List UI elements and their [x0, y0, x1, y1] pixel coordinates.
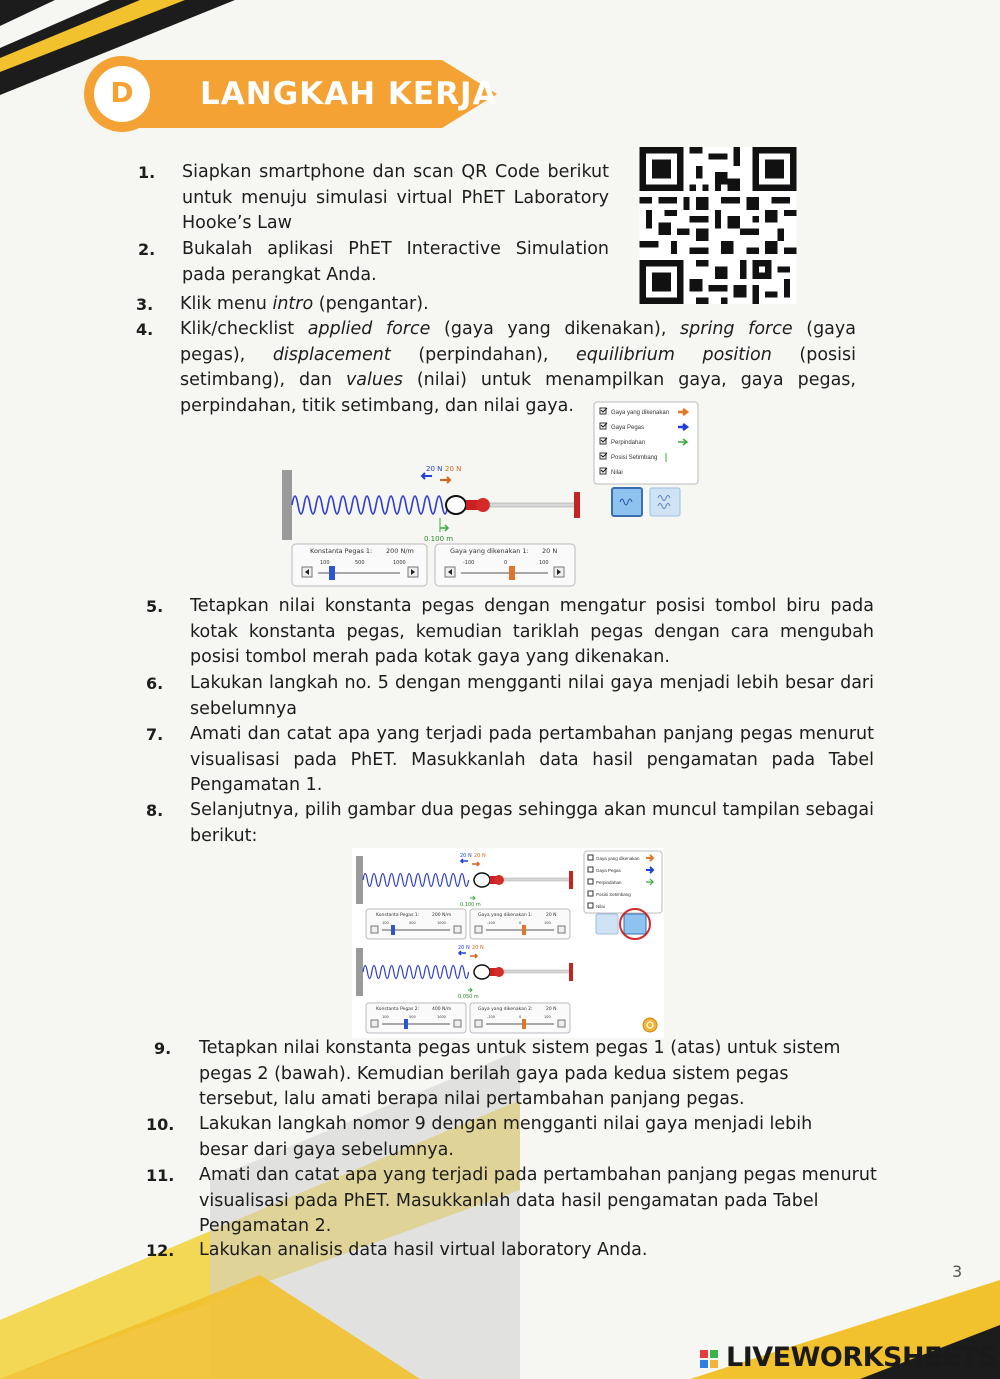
svg-text:100: 100 [544, 921, 551, 925]
svg-text:Gaya yang dikenakan 1:: Gaya yang dikenakan 1: [450, 547, 529, 555]
svg-text:100: 100 [544, 1015, 551, 1019]
step-6 [146, 671, 874, 723]
step-text: Tetapkan nilai konstanta pegas untuk sistem pegas 1 (atas) untuk sistem pegas 2 (bawah). Kemudian berilah gaya pada kedua sistem pegas tersebut, lalu amati berapa nilai pertambahan panjang pegas. [199, 1038, 841, 1109]
svg-text:-100: -100 [487, 1015, 495, 1019]
checkbox-equilibrium: Posisi Setimbang [596, 892, 631, 897]
step-2 [138, 237, 613, 289]
step-number: 12. [146, 1241, 175, 1260]
svg-text:100: 100 [382, 921, 389, 925]
svg-text:0: 0 [519, 921, 522, 925]
step-text: Klik/checklist applied force (gaya yang dikenakan), spring force (gaya pegas), displacement (perpindahan), equilibrium position (posisi setimbang), dan values (nilai) untuk menampilkan gaya, gaya pegas, perpindahan, titik setimbang, dan nilai gaya. [180, 319, 856, 416]
spring-coil [292, 496, 448, 514]
step-text: Lakukan langkah nomor 9 dengan mengganti nilai gaya menjadi lebih besar dari gaya sebelumnya. [199, 1114, 813, 1160]
svg-text:Konstanta Pegas 1:: Konstanta Pegas 1: [376, 913, 420, 918]
step-7 [146, 722, 874, 800]
svg-text:20 N: 20 N [542, 547, 558, 555]
step-text: Amati dan catat apa yang terjadi pada pertambahan panjang pegas menurut visualisasi pada PhET. Masukkanlah data hasil pengamatan pada Tabel Pengamatan 1. [190, 724, 874, 795]
spring-constant-slider-knob [329, 566, 335, 580]
pull-handle [476, 498, 490, 512]
step-12 [146, 1238, 866, 1264]
applied-force-slider-knob [509, 566, 515, 580]
step-number: 5. [146, 597, 164, 616]
svg-text:0.050 m: 0.050 m [458, 994, 479, 1000]
one-spring-mode-button [612, 488, 642, 516]
svg-text:0: 0 [504, 560, 508, 566]
section-title: LANGKAH KERJA [200, 76, 498, 112]
step-text: Lakukan analisis data hasil virtual laboratory Anda. [199, 1240, 648, 1260]
reset-icon [643, 1018, 657, 1032]
checkbox-spring-force: Gaya Pegas [596, 868, 621, 873]
checkbox-applied-force: Gaya yang dikenakan [611, 410, 670, 416]
svg-text:200 N/m: 200 N/m [432, 913, 452, 918]
svg-text:500: 500 [355, 560, 365, 566]
spring-force-value: 20 N [426, 465, 443, 473]
svg-text:1000: 1000 [393, 560, 406, 566]
step-8 [146, 798, 874, 850]
step-number: 2. [138, 240, 156, 259]
svg-text:100: 100 [382, 1015, 389, 1019]
checkbox-displacement: Perpindahan [611, 440, 646, 446]
brand-name[interactable]: LIVEWORKSHEETS [726, 1342, 997, 1373]
step-10 [146, 1112, 866, 1164]
checkbox-displacement: Perpindahan [596, 880, 622, 885]
checkbox-values: Nilai [596, 904, 605, 909]
checkbox-equilibrium: Posisi Setimbang [611, 455, 658, 461]
section-letter: D [110, 76, 134, 109]
svg-text:200 N/m: 200 N/m [386, 547, 414, 555]
svg-text:20 N: 20 N [458, 945, 470, 951]
step-3 [136, 292, 851, 318]
step-number: 1. [138, 163, 156, 182]
checkbox-values: Nilai [611, 470, 623, 476]
step-number: 11. [146, 1166, 175, 1185]
step-5 [146, 594, 874, 672]
phet-simulation-two-springs [352, 848, 664, 1038]
svg-text:Gaya yang dikenakan 1:: Gaya yang dikenakan 1: [478, 913, 533, 918]
svg-text:100: 100 [539, 560, 549, 566]
step-number: 4. [136, 320, 154, 339]
step-9 [154, 1036, 866, 1114]
svg-text:500: 500 [409, 921, 416, 925]
svg-text:400 N/m: 400 N/m [432, 1007, 452, 1012]
step-text: Bukalah aplikasi PhET Interactive Simulation pada perangkat Anda. [182, 239, 609, 285]
svg-text:20 N: 20 N [472, 945, 484, 951]
svg-text:20 N: 20 N [546, 1007, 557, 1012]
svg-text:1000: 1000 [437, 1015, 446, 1019]
step-number: 9. [154, 1039, 172, 1058]
step-text: Lakukan langkah no. 5 dengan mengganti nilai gaya menjadi lebih besar dari sebelumnya [190, 673, 874, 719]
applied-force-value: 20 N [445, 465, 462, 473]
svg-text:Konstanta Pegas 1:: Konstanta Pegas 1: [310, 547, 373, 555]
two-springs-mode-button [650, 488, 680, 516]
checkbox-applied-force: Gaya yang dikenakan [596, 856, 640, 861]
step-number: 6. [146, 674, 164, 693]
step-text: Selanjutnya, pilih gambar dua pegas sehingga akan muncul tampilan sebagai berikut: [190, 800, 874, 846]
step-number: 3. [136, 295, 154, 314]
step-text: Klik menu intro (pengantar). [180, 294, 429, 314]
svg-text:Konstanta Pegas 2:: Konstanta Pegas 2: [376, 1007, 420, 1012]
phet-simulation-single-spring [280, 400, 700, 590]
step-number: 7. [146, 725, 164, 744]
step-1 [138, 160, 613, 238]
step-number: 8. [146, 801, 164, 820]
step-number: 10. [146, 1115, 175, 1134]
svg-text:20 N: 20 N [546, 913, 557, 918]
svg-text:100: 100 [320, 560, 330, 566]
checkbox-spring-force: Gaya Pegas [611, 425, 645, 431]
qr-code [638, 147, 798, 304]
svg-text:1000: 1000 [437, 921, 446, 925]
step-text: Siapkan smartphone dan scan QR Code berikut untuk menuju simulasi virtual PhET Laboratory Hooke’s Law [182, 162, 609, 233]
displacement-value: 0.100 m [424, 535, 454, 543]
svg-text:Gaya yang dikenakan 2:: Gaya yang dikenakan 2: [478, 1007, 533, 1012]
svg-text:500: 500 [409, 1015, 416, 1019]
svg-text:20 N: 20 N [474, 853, 486, 859]
step-text: Tetapkan nilai konstanta pegas dengan mengatur posisi tombol biru pada kotak konstanta pegas, kemudian tariklah pegas dengan cara mengubah posisi tombol merah pada kotak gaya yang dikenakan. [190, 596, 874, 667]
step-text: Amati dan catat apa yang terjadi pada pertambahan panjang pegas menurut visualisasi pada PhET. Masukkanlah data hasil pengamatan pada Tabel Pengamatan 2. [199, 1165, 877, 1236]
svg-text:-100: -100 [487, 921, 495, 925]
svg-text:0.100 m: 0.100 m [460, 902, 481, 908]
step-11 [146, 1163, 882, 1241]
svg-text:20 N: 20 N [460, 853, 472, 859]
page-number: 3 [952, 1262, 963, 1281]
svg-text:0: 0 [519, 1015, 522, 1019]
svg-text:-100: -100 [463, 560, 475, 566]
